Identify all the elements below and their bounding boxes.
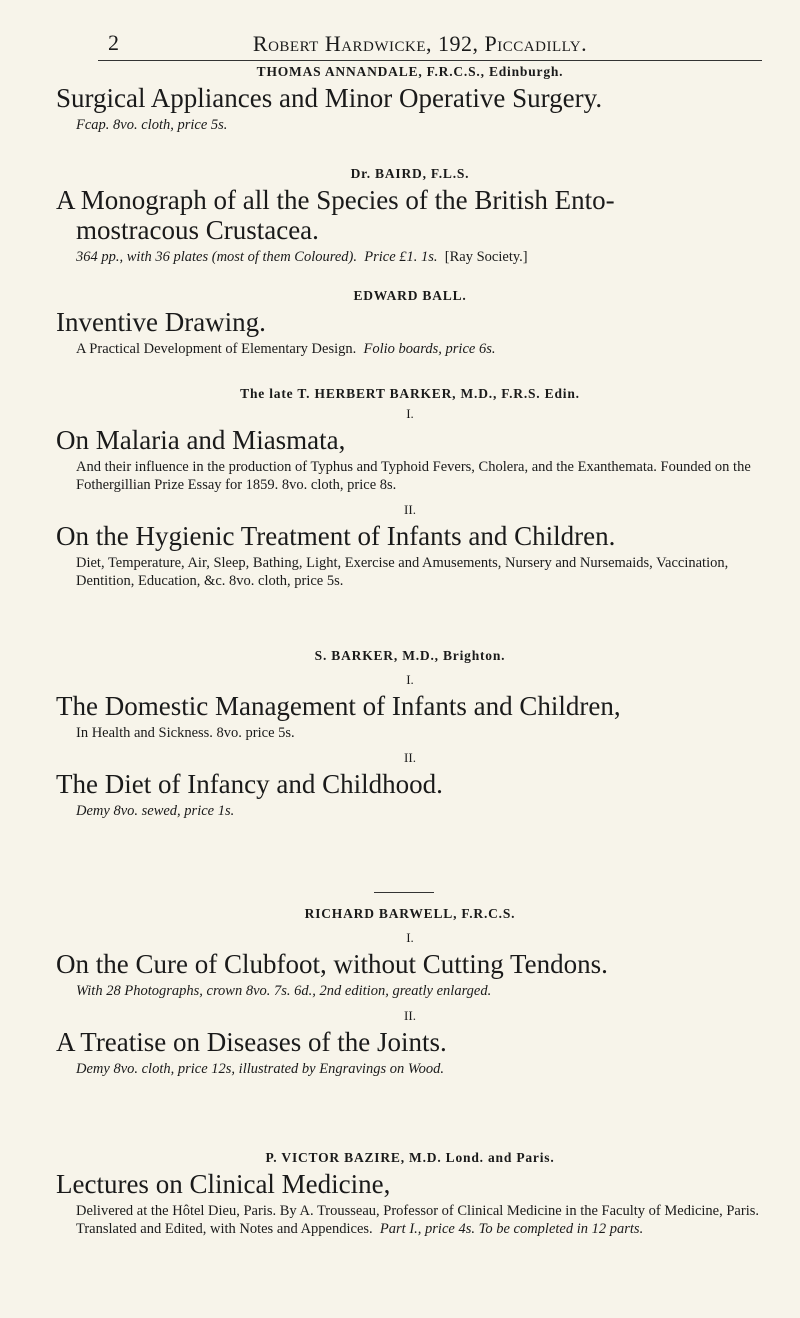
book-details [56,340,764,358]
details-plain: A Practical Development of Elementary Design. [76,341,357,357]
book-title: The Diet of Infancy and Childhood. [56,769,443,799]
book-title-line1: A Monograph of all the Species of the British Ento- [56,185,615,215]
work-number: I. [406,672,414,687]
book-description: And their influence in the production of Typhus and Typhoid Fevers, Cholera, and the Exanthemata. Founded on the Fothergillian Prize Essay for 1859. 8vo. cloth, price 8s. [76,459,751,493]
author: S. BARKER, M.D., Brighton. [314,648,506,663]
description-italic: Part I., price 4s. To be completed in 12 parts. [379,1221,644,1237]
book-title: On Malaria and Miasmata, [56,425,346,455]
work-number: II. [404,750,416,765]
book-title-line2: mostracous Crustacea. [76,215,319,245]
entry-bazire [56,1150,764,1238]
entry-baird [56,166,764,266]
work-number: I. [406,406,414,421]
section-rule [374,892,434,893]
work-number: I. [406,930,414,945]
book-title [56,185,764,245]
author: Dr. BAIRD, F.L.S. [350,166,470,181]
entry-ball [56,288,764,358]
book-title: Inventive Drawing. [56,307,266,337]
book-description: Demy 8vo. sewed, price 1s. [76,803,235,819]
running-title: Robert Hardwicke, 192, Piccadilly. [252,31,588,56]
book-description [56,1202,764,1238]
book-title: Surgical Appliances and Minor Operative Surgery. [56,83,603,113]
description-plain: Delivered at the Hôtel Dieu, Paris. By A. Trousseau, Professor of Clinical Medicine in the Faculty of Medicine, Paris. Translated and Edited, with Notes and Appendices. [76,1203,759,1237]
header-rule [98,60,762,61]
book-description: Demy 8vo. cloth, price 12s, illustrated by Engravings on Wood. [76,1061,444,1077]
work-number: II. [404,502,416,517]
book-title: On the Hygienic Treatment of Infants and Children. [56,521,616,551]
book-description: In Health and Sickness. 8vo. price 5s. [76,725,295,741]
book-details [56,248,764,266]
page-number: 2 [108,30,119,55]
entry-s-barker [56,648,764,820]
details-price: Price £1. 1s. [364,249,438,265]
details-italic: 364 pp., with 36 plates (most of them Coloured). [76,249,357,265]
book-description: With 28 Photographs, crown 8vo. 7s. 6d., 2nd edition, greatly enlarged. [76,983,492,999]
book-title: On the Cure of Clubfoot, without Cutting Tendons. [56,949,608,979]
details-italic: Folio boards, price 6s. [363,341,496,357]
entry-annandale [56,64,764,134]
book-description: Diet, Temperature, Air, Sleep, Bathing, Light, Exercise and Amusements, Nursery and Nursemaids, Vaccination, Dentition, Education, &c. 8vo. cloth, price 5s. [76,555,729,589]
author: THOMAS ANNANDALE, F.R.C.S., Edinburgh. [256,64,564,79]
author: RICHARD BARWELL, F.R.C.S. [304,906,516,921]
running-head [0,0,800,56]
book-title: The Domestic Management of Infants and Children, [56,691,621,721]
author: The late T. HERBERT BARKER, M.D., F.R.S. Edin. [240,386,580,401]
book-title: A Treatise on Diseases of the Joints. [56,1027,447,1057]
entry-t-barker [56,386,764,590]
entry-barwell [56,906,764,1078]
author: EDWARD BALL. [353,288,467,303]
author: P. VICTOR BAZIRE, M.D. Lond. and Paris. [265,1150,555,1165]
details-society: [Ray Society.] [444,249,528,265]
book-title: Lectures on Clinical Medicine, [56,1169,391,1199]
book-details: Fcap. 8vo. cloth, price 5s. [76,117,228,133]
work-number: II. [404,1008,416,1023]
